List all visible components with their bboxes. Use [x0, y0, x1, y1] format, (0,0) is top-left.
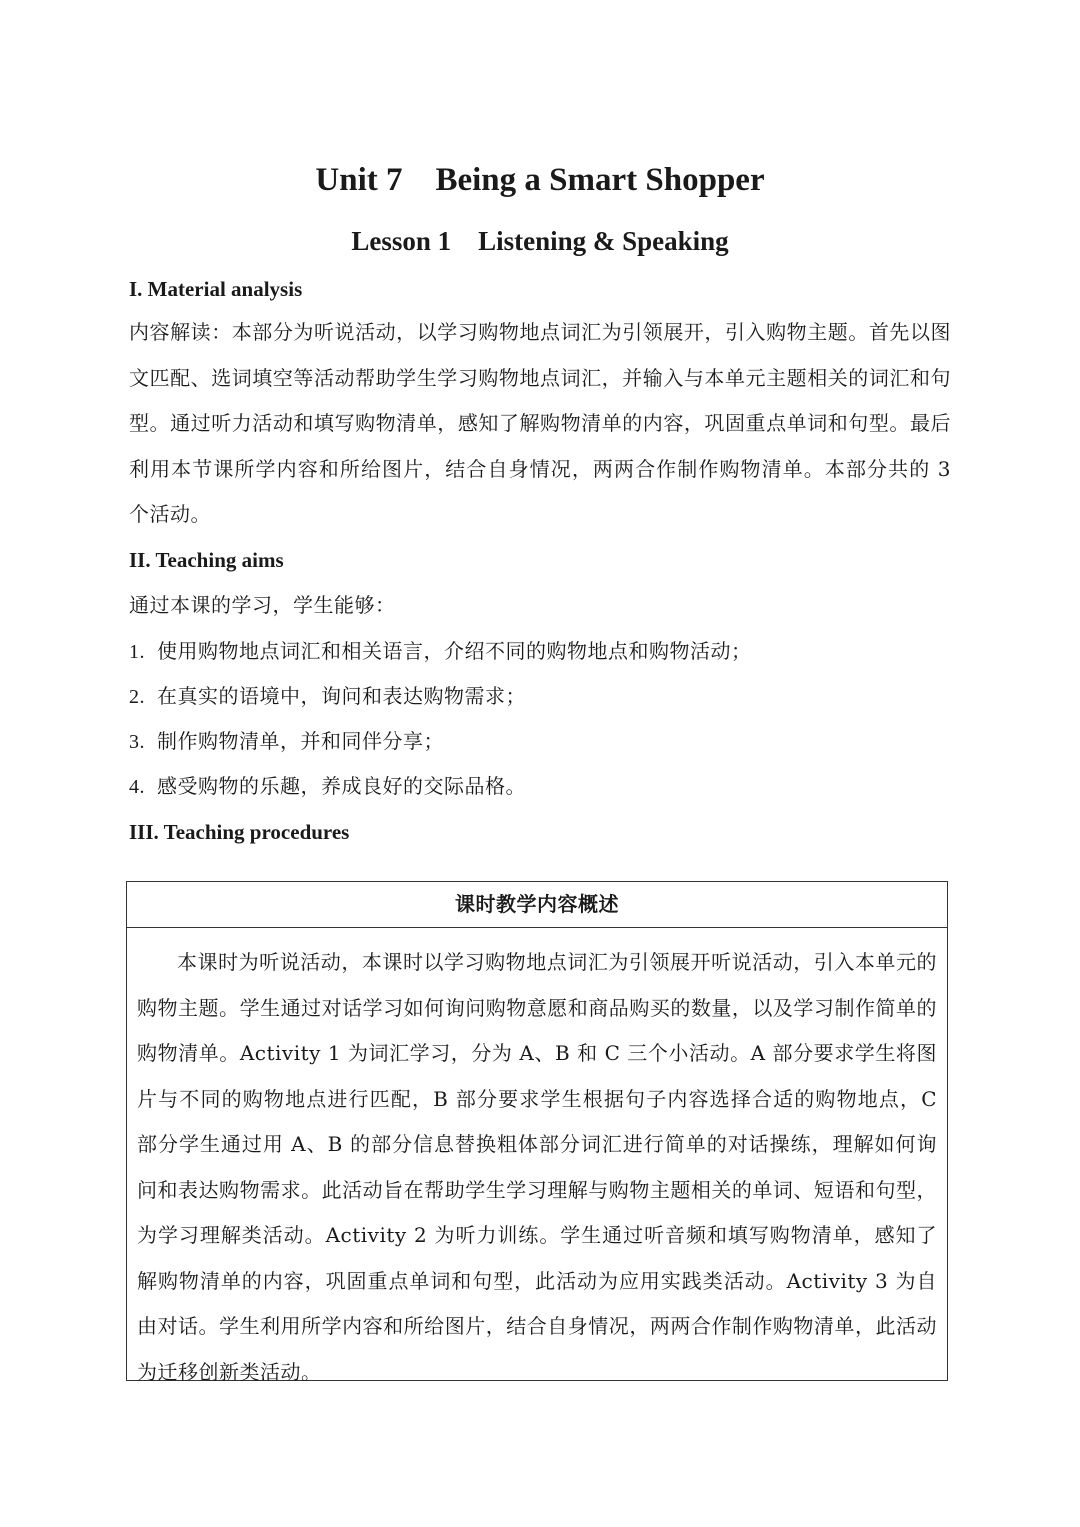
teaching-aim-item	[129, 771, 951, 802]
document-title: Unit 7 Being a Smart Shopper	[315, 162, 765, 198]
list-number: 2.	[129, 686, 145, 708]
list-text: 感受购物的乐趣，养成良好的交际品格。	[157, 774, 526, 798]
list-text: 在真实的语境中，询问和表达购物需求；	[157, 684, 526, 708]
teaching-aim-item	[129, 681, 951, 712]
list-number: 4.	[129, 776, 145, 798]
teaching-aim-item	[129, 636, 951, 667]
teaching-aim-item	[129, 726, 951, 757]
material-analysis-paragraph: 内容解读：本部分为听说活动，以学习购物地点词汇为引领展开，引入购物主题。首先以图文匹配、选词填空等活动帮助学生学习购物地点词汇，并输入与本单元主题相关的词汇和句型。通过听力活动和填写购物清单，感知了解购物清单的内容，巩固重点单词和句型。最后利用本节课所学内容和所给图片，结合自身情况，两两合作制作购物清单。本部分共的 3 个活动。	[129, 320, 951, 526]
table-header: 课时教学内容概述	[127, 882, 947, 928]
list-text: 使用购物地点词汇和相关语言，介绍不同的购物地点和购物活动；	[157, 639, 752, 663]
teaching-aims-intro: 通过本课的学习，学生能够：	[129, 593, 396, 617]
lesson-subtitle: Lesson 1 Listening & Speaking	[351, 226, 729, 256]
list-number: 3.	[129, 731, 145, 753]
section-heading-teaching-procedures: III. Teaching procedures	[129, 820, 350, 844]
lesson-overview-table	[126, 881, 948, 1384]
list-text: 制作购物清单，并和同伴分享；	[157, 729, 444, 753]
table-body: 本课时为听说活动，本课时以学习购物地点词汇为引领展开听说活动，引入本单元的购物主题。学生通过对话学习如何询问购物意愿和商品购买的数量，以及学习制作简单的购物清单。Activity 1 为词汇学习，分为 A、B 和 C 三个小活动。A 部分要求学生将图片与不同的购物地点进行匹配，B 部分要求学生根据句子内容选择合适的购物地点，C 部分学生通过用 A、B 的部分信息替换粗体部分词汇进行简单的对话操练，理解如何询问和表达购物需求。此活动旨在帮助学生学习理解与购物主题相关的单词、短语和句型，为学习理解类活动。Activity 2 为听力训练。学生通过听音频和填写购物清单，感知了解购物清单的内容，巩固重点单词和句型，此活动为应用实践类活动。Activity 3 为自由对话。学生利用所学内容和所给图片，结合自身情况，两两合作制作购物清单，此活动为迁移创新类活动。	[137, 950, 937, 1384]
list-number: 1.	[129, 641, 145, 663]
section-heading-teaching-aims: II. Teaching aims	[129, 548, 284, 572]
section-heading-material-analysis: I. Material analysis	[129, 277, 303, 301]
